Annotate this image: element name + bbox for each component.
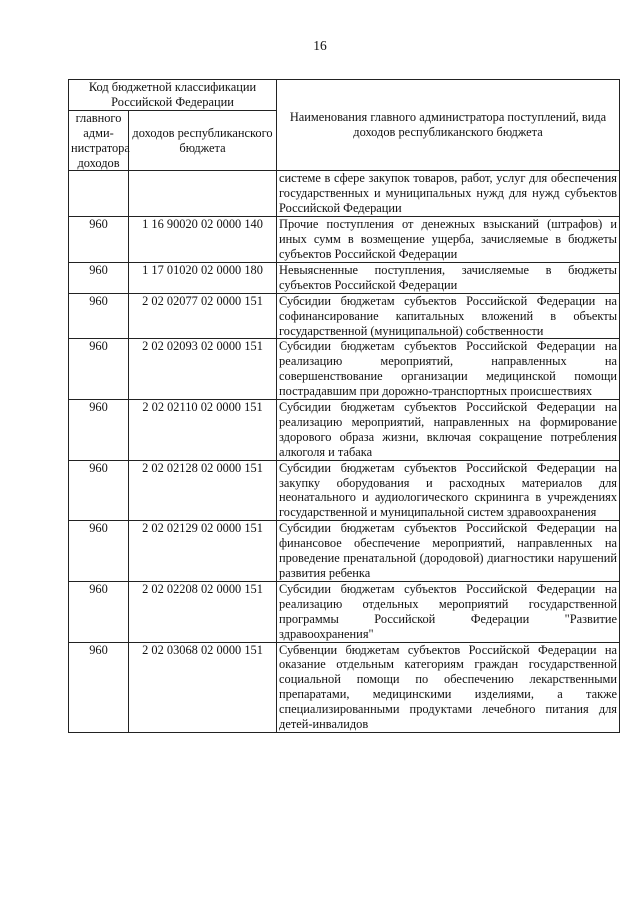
admin-code-cell: 960 (69, 460, 129, 521)
income-code-cell: 1 17 01020 02 0000 180 (129, 262, 277, 293)
header-income-column: доходов республиканского бюджета (129, 110, 277, 171)
income-code-cell: 2 02 02128 02 0000 151 (129, 460, 277, 521)
header-classification-group: Код бюджетной классификации Российской Федерации (69, 80, 277, 111)
income-code-cell: 1 16 90020 02 0000 140 (129, 217, 277, 263)
revenue-name-cell: Прочие поступления от денежных взысканий (штрафов) и иных сумм в возмещение ущерба, зачисляемые в бюджеты субъектов Российской Федерации (277, 217, 620, 263)
income-code-cell: 2 02 02077 02 0000 151 (129, 293, 277, 339)
income-code-cell: 2 02 02110 02 0000 151 (129, 400, 277, 461)
table-row (69, 171, 620, 217)
page-number: 16 (313, 38, 327, 53)
revenue-name-cell: Невыясненные поступления, зачисляемые в бюджеты субъектов Российской Федерации (277, 262, 620, 293)
table-row (69, 581, 620, 642)
table-row (69, 460, 620, 521)
admin-code-cell (69, 171, 129, 217)
table-body (69, 171, 620, 733)
revenue-name-cell: системе в сфере закупок товаров, работ, услуг для обеспечения государственных и муниципальных нужд для нужд субъектов Российской Федерации (277, 171, 620, 217)
revenue-name-cell: Субсидии бюджетам субъектов Российской Федерации на закупку оборудования и расходных материалов для неонатального и аудиологического скрининга в учреждениях государственной и муниципальной систем здравоохранения (277, 460, 620, 521)
admin-code-cell: 960 (69, 262, 129, 293)
admin-code-cell: 960 (69, 217, 129, 263)
table-row (69, 217, 620, 263)
income-code-cell: 2 02 02208 02 0000 151 (129, 581, 277, 642)
admin-code-cell: 960 (69, 293, 129, 339)
admin-code-cell: 960 (69, 581, 129, 642)
income-code-cell: 2 02 02129 02 0000 151 (129, 521, 277, 582)
admin-code-cell: 960 (69, 642, 129, 732)
income-code-cell (129, 171, 277, 217)
revenue-name-cell: Субсидии бюджетам субъектов Российской Федерации на финансовое обеспечение мероприятий, направленных на проведение пренатальной (дородовой) диагностики нарушений развития ребенка (277, 521, 620, 582)
income-code-cell: 2 02 03068 02 0000 151 (129, 642, 277, 732)
table-row (69, 262, 620, 293)
revenue-name-cell: Субвенции бюджетам субъектов Российской Федерации на оказание отдельным категориям граждан государственной социальной помощи по обеспечению лекарственными препаратами, медицинскими изделиями, а также специализированными продуктами лечебного питания для детей-инвалидов (277, 642, 620, 732)
header-admin-column: главного адми-нистратора доходов (69, 110, 129, 171)
revenue-name-cell: Субсидии бюджетам субъектов Российской Федерации на софинансирование капитальных вложений в объекты государственной (муниципальной) собственности (277, 293, 620, 339)
revenue-name-cell: Субсидии бюджетам субъектов Российской Федерации на реализацию мероприятий, направленных на совершенствование организации медицинской помощи пострадавшим при дорожно-транспортных происшествиях (277, 339, 620, 400)
budget-classification-table (68, 79, 620, 733)
table-row (69, 642, 620, 732)
income-code-cell: 2 02 02093 02 0000 151 (129, 339, 277, 400)
table-row (69, 521, 620, 582)
table-row (69, 293, 620, 339)
admin-code-cell: 960 (69, 521, 129, 582)
table-row (69, 339, 620, 400)
header-name-column: Наименования главного администратора поступлений, вида доходов республиканского бюджета (277, 80, 620, 171)
table-row (69, 400, 620, 461)
revenue-name-cell: Субсидии бюджетам субъектов Российской Федерации на реализацию отдельных мероприятий государственной программы Российской Федерации "Развитие здравоохранения" (277, 581, 620, 642)
admin-code-cell: 960 (69, 339, 129, 400)
revenue-name-cell: Субсидии бюджетам субъектов Российской Федерации на реализацию мероприятий, направленных на формирование здорового образа жизни, включая сокращение потребления алкоголя и табака (277, 400, 620, 461)
admin-code-cell: 960 (69, 400, 129, 461)
